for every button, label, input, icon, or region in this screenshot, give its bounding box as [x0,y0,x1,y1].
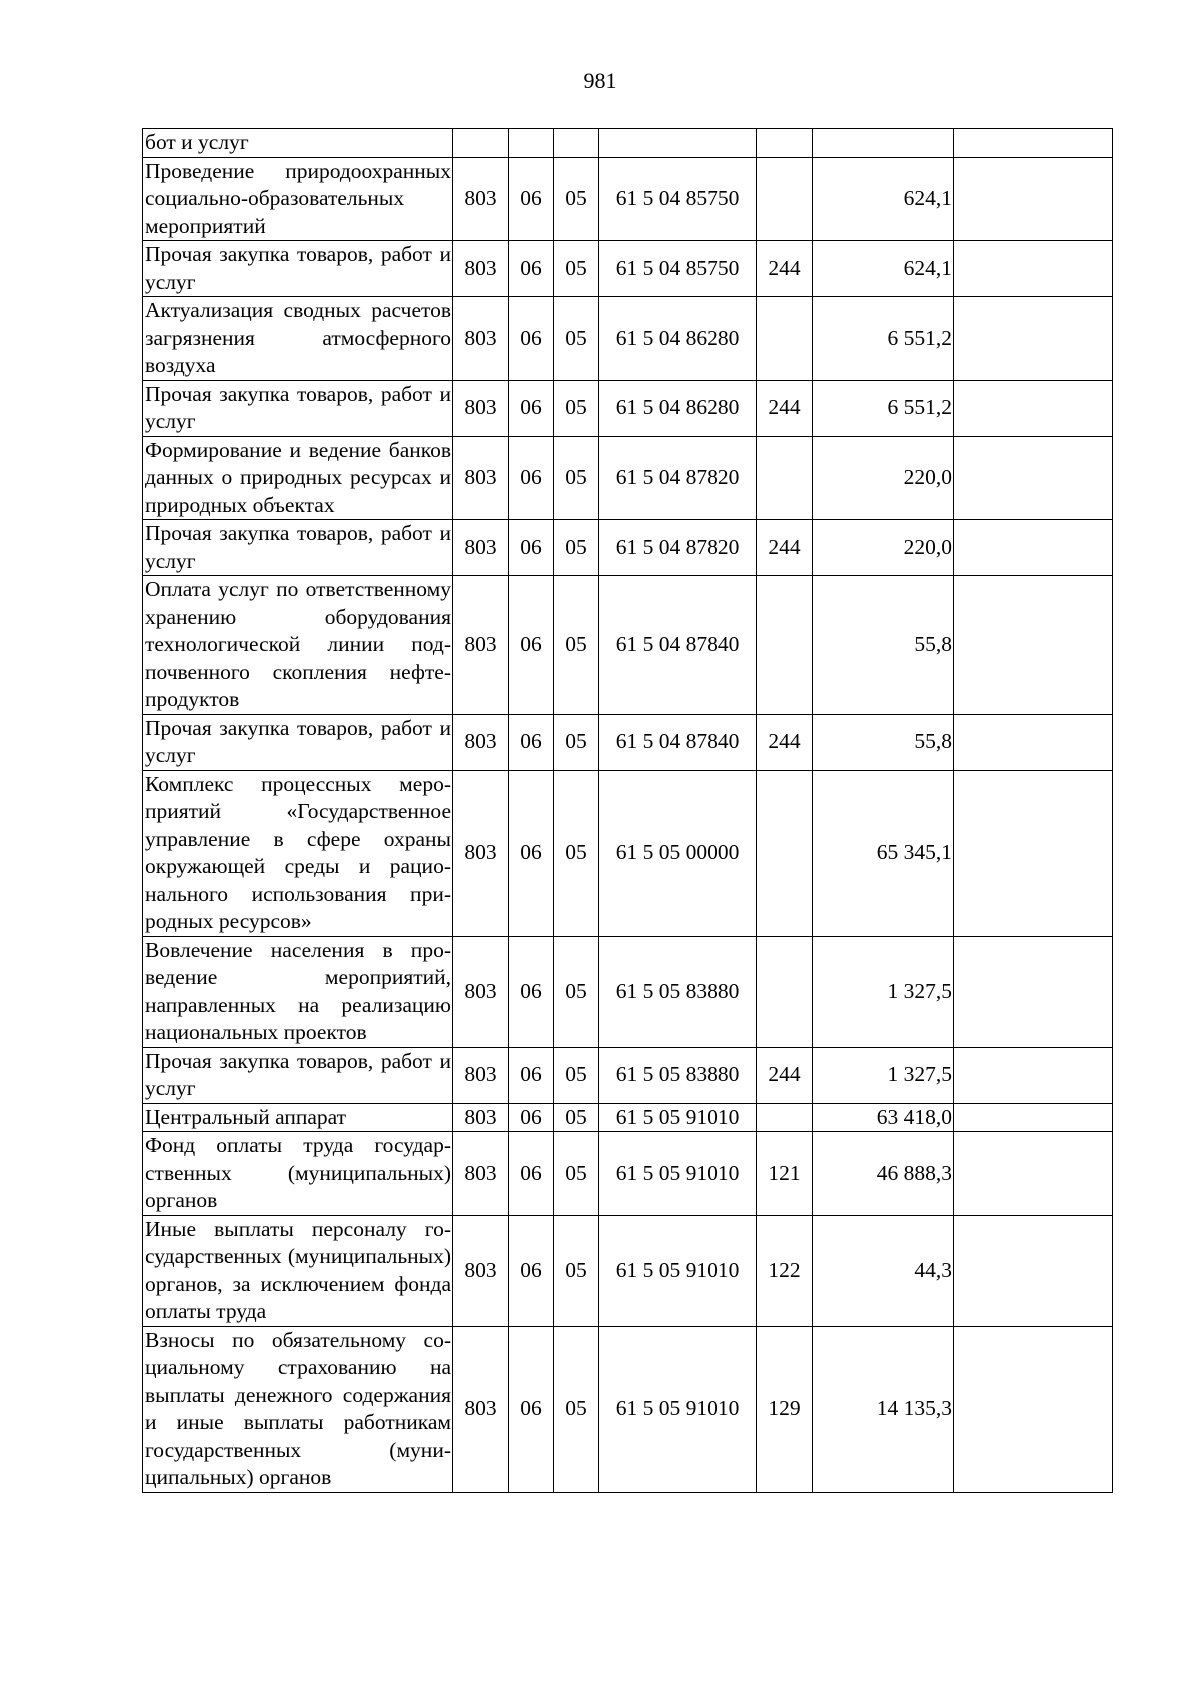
row-description: Иные выплаты персоналу государственных (муниципальных) органов, за исключением фонда оплаты труда [143,1215,453,1326]
expense-type-code [757,936,813,1047]
extra-column [954,520,1113,576]
row-description: Вовлечение населения в проведение мероприятий, направленных на реализацию национальных проектов [143,936,453,1047]
budget-table [142,128,1113,1493]
row-description: бот и услуг [143,129,453,158]
section-code: 06 [509,380,554,436]
extra-column [954,770,1113,936]
ministry-code: 803 [453,1103,509,1132]
expense-type-code: 244 [757,520,813,576]
ministry-code: 803 [453,936,509,1047]
extra-column [954,714,1113,770]
target-article-code: 61 5 04 85750 [599,241,757,297]
expense-type-code [757,297,813,381]
subsection-code: 05 [554,1132,599,1216]
row-description: Прочая закупка товаров, работ и услуг [143,714,453,770]
row-description: Проведение природоохранных социально-образовательных мероприятий [143,157,453,241]
row-description: Прочая закупка товаров, работ и услуг [143,520,453,576]
target-article-code: 61 5 04 86280 [599,380,757,436]
extra-column [954,1103,1113,1132]
page-number: 981 [583,68,617,93]
extra-column [954,436,1113,520]
expense-type-code [757,436,813,520]
subsection-code: 05 [554,1326,599,1492]
expense-type-code: 129 [757,1326,813,1492]
ministry-code: 803 [453,297,509,381]
extra-column [954,576,1113,715]
amount: 1 327,5 [813,936,954,1047]
section-code: 06 [509,1326,554,1492]
extra-column [954,380,1113,436]
amount: 63 418,0 [813,1103,954,1132]
amount: 65 345,1 [813,770,954,936]
amount: 44,3 [813,1215,954,1326]
amount: 1 327,5 [813,1047,954,1103]
expense-type-code [757,576,813,715]
expense-type-code [757,770,813,936]
table-row [143,297,1113,381]
table-row [143,157,1113,241]
subsection-code: 05 [554,1047,599,1103]
section-code: 06 [509,297,554,381]
extra-column [954,241,1113,297]
ministry-code: 803 [453,576,509,715]
ministry-code: 803 [453,436,509,520]
subsection-code [554,129,599,158]
row-description: Прочая закупка товаров, работ и услуг [143,241,453,297]
section-code: 06 [509,1103,554,1132]
target-article-code: 61 5 04 87840 [599,714,757,770]
target-article-code: 61 5 04 86280 [599,297,757,381]
table-row [143,936,1113,1047]
table-row [143,129,1113,158]
amount: 46 888,3 [813,1132,954,1216]
target-article-code: 61 5 05 00000 [599,770,757,936]
ministry-code: 803 [453,157,509,241]
ministry-code: 803 [453,380,509,436]
subsection-code: 05 [554,936,599,1047]
row-description: Прочая закупка товаров, работ и услуг [143,1047,453,1103]
expense-type-code: 244 [757,1047,813,1103]
subsection-code: 05 [554,770,599,936]
amount: 220,0 [813,436,954,520]
section-code [509,129,554,158]
amount: 14 135,3 [813,1326,954,1492]
ministry-code: 803 [453,241,509,297]
row-description: Оплата услуг по ответственному хранению оборудования технологической линии подпочвенного скопления нефтепродуктов [143,576,453,715]
table-row [143,1215,1113,1326]
target-article-code: 61 5 05 91010 [599,1103,757,1132]
subsection-code: 05 [554,380,599,436]
table-row [143,576,1113,715]
subsection-code: 05 [554,576,599,715]
amount: 55,8 [813,576,954,715]
amount: 624,1 [813,157,954,241]
expense-type-code [757,157,813,241]
section-code: 06 [509,241,554,297]
extra-column [954,1132,1113,1216]
row-description: Прочая закупка товаров, работ и услуг [143,380,453,436]
table-row [143,1047,1113,1103]
expense-type-code: 121 [757,1132,813,1216]
subsection-code: 05 [554,1103,599,1132]
ministry-code: 803 [453,520,509,576]
target-article-code: 61 5 05 91010 [599,1132,757,1216]
amount: 624,1 [813,241,954,297]
target-article-code [599,129,757,158]
expense-type-code [757,129,813,158]
subsection-code: 05 [554,520,599,576]
ministry-code: 803 [453,1047,509,1103]
extra-column [954,297,1113,381]
row-description: Формирование и ведение банков данных о природных ресурсах и природных объектах [143,436,453,520]
table-row [143,714,1113,770]
extra-column [954,1047,1113,1103]
section-code: 06 [509,714,554,770]
extra-column [954,129,1113,158]
target-article-code: 61 5 04 87820 [599,520,757,576]
target-article-code: 61 5 05 83880 [599,936,757,1047]
section-code: 06 [509,576,554,715]
ministry-code: 803 [453,1326,509,1492]
expense-type-code: 122 [757,1215,813,1326]
target-article-code: 61 5 04 87820 [599,436,757,520]
subsection-code: 05 [554,436,599,520]
section-code: 06 [509,1215,554,1326]
table-row [143,241,1113,297]
amount: 6 551,2 [813,380,954,436]
subsection-code: 05 [554,297,599,381]
expense-type-code: 244 [757,241,813,297]
section-code: 06 [509,436,554,520]
extra-column [954,157,1113,241]
amount: 55,8 [813,714,954,770]
amount: 6 551,2 [813,297,954,381]
ministry-code [453,129,509,158]
extra-column [954,1326,1113,1492]
target-article-code: 61 5 05 91010 [599,1326,757,1492]
section-code: 06 [509,157,554,241]
subsection-code: 05 [554,714,599,770]
extra-column [954,936,1113,1047]
row-description: Взносы по обязательному социальному страхованию на выплаты денежного содержания и иные выплаты работникам государственных (муниципальных) органов [143,1326,453,1492]
row-description: Актуализация сводных расчетов загрязнения атмосферного воздуха [143,297,453,381]
table-row [143,520,1113,576]
section-code: 06 [509,1132,554,1216]
amount [813,129,954,158]
ministry-code: 803 [453,1215,509,1326]
budget-table-body [143,129,1113,1493]
section-code: 06 [509,770,554,936]
table-row [143,770,1113,936]
row-description: Фонд оплаты труда государственных (муниципальных) органов [143,1132,453,1216]
expense-type-code: 244 [757,380,813,436]
expense-type-code: 244 [757,714,813,770]
ministry-code: 803 [453,1132,509,1216]
section-code: 06 [509,936,554,1047]
extra-column [954,1215,1113,1326]
ministry-code: 803 [453,714,509,770]
table-row [143,1103,1113,1132]
row-description: Центральный аппарат [143,1103,453,1132]
table-row [143,1326,1113,1492]
subsection-code: 05 [554,1215,599,1326]
subsection-code: 05 [554,241,599,297]
target-article-code: 61 5 05 91010 [599,1215,757,1326]
table-row [143,436,1113,520]
amount: 220,0 [813,520,954,576]
table-row [143,1132,1113,1216]
target-article-code: 61 5 04 87840 [599,576,757,715]
section-code: 06 [509,520,554,576]
target-article-code: 61 5 04 85750 [599,157,757,241]
row-description: Комплекс процессных мероприятий «Государственное управление в сфере охраны окружающей среды и рационального использования природных ресурсов» [143,770,453,936]
target-article-code: 61 5 05 83880 [599,1047,757,1103]
expense-type-code [757,1103,813,1132]
table-row [143,380,1113,436]
subsection-code: 05 [554,157,599,241]
ministry-code: 803 [453,770,509,936]
section-code: 06 [509,1047,554,1103]
